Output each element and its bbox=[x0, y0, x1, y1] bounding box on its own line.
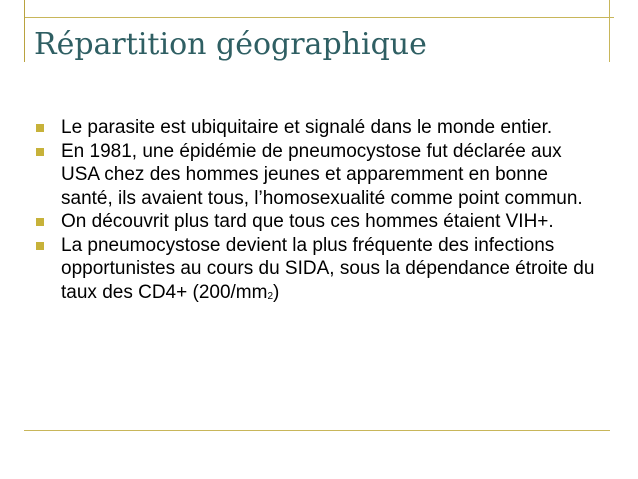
slide-title: Répartition géographique bbox=[34, 27, 427, 62]
bullet-item-1 bbox=[36, 116, 596, 140]
bullet-list bbox=[36, 116, 596, 307]
bullet-text-4-subscript: 2 bbox=[267, 290, 274, 302]
top-rule bbox=[24, 17, 614, 18]
bullet-text-2: En 1981, une épidémie de pneumocystose fut déclarée aux USA chez des hommes jeunes et apparemment en bonne santé, ils avaient tous, l’homosexualité comme point commun. bbox=[61, 140, 583, 209]
right-rule bbox=[609, 0, 610, 62]
bullet-item-3 bbox=[36, 210, 596, 234]
bottom-rule bbox=[24, 430, 610, 431]
square-bullet-icon bbox=[36, 148, 44, 156]
square-bullet-icon bbox=[36, 242, 44, 250]
square-bullet-icon bbox=[36, 218, 44, 226]
bullet-text-4-main: La pneumocystose devient la plus fréquente des infections opportunistes au cours du SIDA, sous la dépendance étroite du taux des CD4+ (200/mm bbox=[61, 234, 595, 303]
left-rule bbox=[24, 0, 25, 62]
bullet-item-4 bbox=[36, 234, 596, 308]
square-bullet-icon bbox=[36, 124, 44, 132]
bullet-text-3: On découvrit plus tard que tous ces hommes étaient VIH+. bbox=[61, 211, 554, 232]
bullet-item-2 bbox=[36, 140, 596, 211]
bullet-text-4-end: ) bbox=[273, 281, 280, 303]
bullet-text-1: Le parasite est ubiquitaire et signalé dans le monde entier. bbox=[61, 117, 553, 138]
